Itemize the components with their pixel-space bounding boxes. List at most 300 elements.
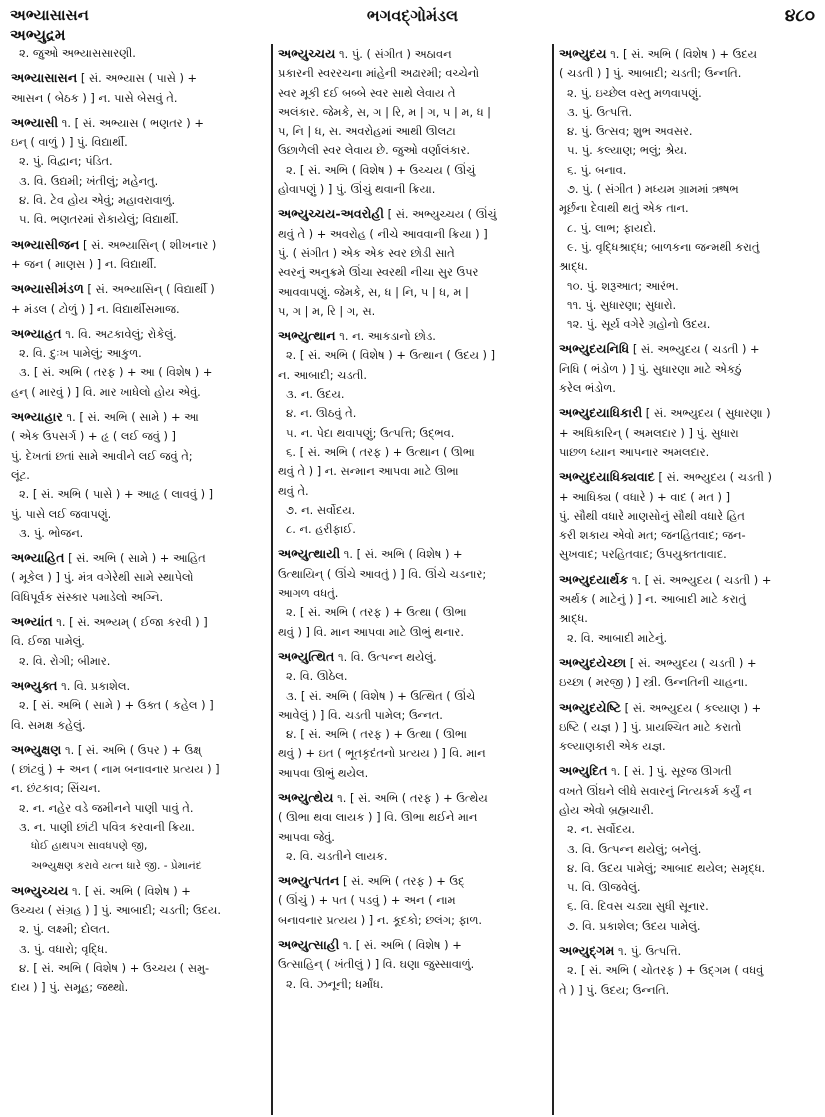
definition-text: + જન ( માણસ ) ] ન. વિદ્યાર્થી. — [11, 256, 157, 271]
definition-line — [559, 199, 814, 218]
definition-text: થવું ) + ઇત ( ભૂતકૃદંતનો પ્રત્યય ) ] વિ. માન — [278, 746, 486, 761]
definition-line — [11, 466, 266, 485]
definition-text: સ્વર મૂકી દઈ બબ્બે સ્વર સાથે લેવાય તે — [278, 85, 456, 100]
definition-text: ૪. [ સં. અભિ ( વિશેષ ) + ઉચ્ચય ( સમુ- — [19, 961, 210, 976]
definition-text: ન. છંટકાવ; સિંચન. — [11, 781, 101, 796]
dictionary-entry — [11, 324, 266, 402]
page-header — [6, 4, 819, 44]
dictionary-entry — [11, 235, 266, 275]
definition-line — [559, 424, 814, 443]
definition-line — [11, 568, 266, 587]
definition-text: ૨. વિ. ઝનૂની; ધર્માંધ. — [286, 976, 384, 991]
definition-line — [559, 609, 814, 628]
definition-line — [559, 443, 814, 462]
dictionary-entry — [11, 881, 266, 998]
sense-line — [278, 975, 547, 994]
dictionary-entry — [11, 548, 266, 607]
headword-line — [559, 570, 814, 590]
definition-text: ( એક ઉપસર્ગ ) + હૃ ( લઈ જવું ) ] — [11, 429, 176, 444]
definition-text: નિધિ ( ભંડોળ ) ] પું. સુધારણા માટે એકઠું — [559, 361, 742, 376]
definition-line — [278, 744, 547, 763]
sense-line — [278, 346, 547, 365]
definition-text: વિ. સમક્ષ કહેલું. — [11, 717, 86, 732]
definition-text: પાછળ ધ્યાન આપનાર અમલદાર. — [559, 444, 710, 459]
definition-line — [278, 808, 547, 827]
definition-text: [ સં. અભ્યુદય ( સુધારણા ) — [642, 406, 771, 421]
definition-text: ૧. [ સં. અભ્યુદય ( ચડતી ) + — [628, 572, 772, 587]
headword: અભ્યુચ્ચય-અવરોહી — [278, 206, 384, 222]
definition-line — [559, 379, 814, 398]
headword: અભ્યુદયાર્થક — [559, 571, 629, 587]
definition-line — [11, 716, 266, 735]
headword-line — [559, 403, 814, 423]
headword: અભ્યુત્પતન — [278, 873, 340, 889]
definition-text: પું. સૌથી વધારે માણસોનું સૌથી વધારે હિત — [559, 508, 745, 523]
headword-line — [11, 235, 266, 255]
sense-line — [559, 315, 814, 334]
headword-line — [278, 326, 547, 346]
sense-line — [559, 820, 814, 839]
headword: અભ્યુત્સાહી — [278, 937, 340, 953]
sense-line — [11, 799, 266, 818]
headword-line — [11, 740, 266, 760]
headword-line — [11, 113, 266, 133]
quotation-line — [11, 857, 266, 876]
definition-text: ( ઊભા થવા લાયક ) ] વિ. ઊભા થઈને માન — [278, 810, 478, 825]
definition-line — [11, 427, 266, 446]
definition-line — [278, 706, 547, 725]
definition-text: ઉછાળેલી સ્વર લેવાય છે. જુઓ વર્ણાલંકાર. — [278, 143, 470, 158]
headword: અભ્યુચ્ચય — [278, 46, 336, 61]
dictionary-entry — [559, 467, 814, 564]
definition-text: ૩. પું. ભોજન. — [19, 525, 84, 540]
definition-line — [278, 565, 547, 584]
dictionary-entry — [278, 647, 547, 783]
definition-line — [11, 300, 266, 319]
definition-text: અભ્યુક્ષણ કરાવે યત્ન ધારે જી. - પ્રેમાનંદ — [31, 859, 202, 872]
dictionary-entry — [559, 653, 814, 693]
definition-text: પું. દેખતાં છતાં સામે આવીને લઈ જવું તે; — [11, 448, 193, 463]
definition-text: [ સં. અભ્યુદય ( ચડતી ) — [654, 470, 772, 485]
headword: અભ્યુત્થેય — [278, 789, 334, 805]
definition-text: [ સં. અભિ ( તરફ ) + ઉદ્ — [339, 874, 465, 889]
definition-text: ૩. [ સં. અભિ ( વિશેષ ) + ઉત્થિત ( ઊંચે — [286, 688, 476, 703]
definition-text: ૭. પું. ( સંગીત ) મધ્યમ ગ્રામમાં ઋષભ — [567, 182, 739, 197]
sense-line — [11, 920, 266, 939]
definition-text: [ સં. અભ્યાસિન્ ( વિદ્યાર્થી ) — [83, 282, 215, 297]
headword-line — [559, 467, 814, 487]
definition-text: કરેલ ભંડોળ. — [559, 381, 616, 396]
definition-line — [278, 302, 547, 321]
definition-text: ૯. પું. વૃદ્ધિશ્રાદ્ધ; બાળકના જન્મથી કરાતું — [567, 239, 760, 254]
definition-text: શ્રાદ્ધ. — [559, 611, 588, 626]
dictionary-entry — [559, 570, 814, 648]
definition-text: ( ચડતી ) ] પું. આબાદી; ચડતી; ઉન્નતિ. — [559, 66, 742, 81]
definition-line — [278, 263, 547, 282]
definition-text: ઉત્સાહિન્ ( ખંતીલું ) ] વિ. ઘણા જુસ્સાવાળું. — [278, 957, 475, 972]
dictionary-columns — [6, 44, 819, 1115]
definition-line — [278, 64, 547, 83]
definition-text: ઇન્ ( વાળું ) ] પું. વિદ્યાર્થી. — [11, 135, 128, 150]
sense-line — [559, 917, 814, 936]
sense-line — [11, 344, 266, 363]
definition-text: ૨. [ સં. અભિ ( વિશેષ ) + ઉચ્ચય ( ઊંચું — [286, 162, 476, 177]
definition-text: પ, નિ | ધ, સ. અવરોહમાં આથી ઊલટા — [278, 124, 456, 139]
definition-line — [559, 526, 814, 545]
book-title: ભગવદ્ગોમંડલ — [366, 6, 459, 25]
definition-text: ( છાંટવું ) + અન ( નામ બનાવનાર પ્રત્યય ) ] — [11, 762, 220, 777]
definition-text: હોય એવો બ્રહ્મચારી. — [559, 802, 654, 817]
definition-text: કલ્યાણકારી એક યજ્ઞ. — [559, 739, 666, 754]
definition-line — [559, 718, 814, 737]
definition-text: ૫. પું. કલ્યાણ; ભલું; શ્રેય. — [567, 143, 688, 158]
definition-text: ૨. ન. સર્વોદય. — [567, 822, 636, 837]
definition-text: ૨. પું. વિદ્વાન; પંડિત. — [19, 154, 113, 169]
definition-line — [11, 588, 266, 607]
headword: અભ્યાહત — [11, 325, 62, 341]
sense-line — [559, 961, 814, 980]
definition-text: ૧. પું. ઉત્પત્તિ. — [614, 944, 682, 959]
headword-line — [11, 407, 266, 427]
headword-line — [278, 204, 547, 224]
definition-text: ૧. ન. આકડાનો છોડ. — [335, 329, 436, 344]
sense-line — [11, 152, 266, 171]
definition-line — [559, 64, 814, 83]
headword: અભ્યુક્ત — [11, 677, 58, 693]
definition-text: ૩. પું. ઉત્પત્તિ. — [567, 104, 633, 119]
definition-line — [559, 488, 814, 507]
sense-line — [278, 725, 547, 744]
definition-text: ૮. પું. લાભ; ફાયદો. — [567, 220, 657, 235]
sense-line — [278, 501, 547, 520]
column-2 — [271, 44, 552, 1115]
headword: અભ્યાંત — [11, 614, 53, 630]
headword: અભ્યુદયેષ્ટિ — [559, 699, 622, 715]
definition-line — [278, 141, 547, 160]
sense-line — [278, 443, 547, 462]
headword-line — [559, 339, 814, 359]
sense-line — [278, 687, 547, 706]
definition-text: પ, ગ | મ, રિ | ગ, સ. — [278, 303, 376, 318]
sense-line — [11, 172, 266, 191]
definition-text: ઇચ્છા ( મરજી ) ] સ્ત્રી. ઉન્નતિની ચાહના. — [559, 675, 748, 690]
sense-line — [11, 524, 266, 543]
sense-line — [559, 180, 814, 199]
definition-text: શ્રાદ્ધ. — [559, 259, 588, 274]
sense-line — [559, 878, 814, 897]
definition-line — [278, 103, 547, 122]
definition-text: થવું ) ] વિ. માન આપવા માટે ઊભું થનાર. — [278, 624, 464, 639]
headword: અભ્યાહિત — [11, 550, 65, 566]
definition-line — [278, 462, 547, 481]
second-guide-word: અભ્યુદ્રમ — [10, 26, 66, 44]
definition-text: ૧. [ સં. અભ્યમ્ ( ઈજા કરવી ) ] — [52, 615, 208, 630]
definition-text: [ સં. અભ્યાસિન્ ( શીખનાર ) — [79, 237, 217, 252]
definition-line — [11, 255, 266, 274]
sense-line — [559, 897, 814, 916]
sense-line — [278, 603, 547, 622]
sense-line — [11, 191, 266, 210]
definition-text: પું. પાસે લઈ જવાપણું. — [11, 506, 112, 521]
definition-text: ઇષ્ટિ ( યજ્ઞ ) ] પું. પ્રાયશ્ચિત માટે કરાતો — [559, 719, 742, 734]
headword-line — [278, 935, 547, 955]
definition-text: હોવાપણું ) ] પું. ઊંચું થવાની ક્રિયા. — [278, 182, 436, 197]
headword-line — [559, 761, 814, 781]
definition-line — [559, 782, 814, 801]
headword: અભ્યુદયાધિક્યવાદ — [559, 469, 655, 485]
definition-text: ૧. [ સં. અભિ ( વિશેષ ) + — [68, 883, 191, 898]
page-number: ૪૮૦ — [784, 6, 815, 26]
definition-text: ૧. વિ. અટકાવેલું; રોકેલું. — [61, 326, 177, 341]
definition-text: લૂંટ. — [11, 467, 30, 482]
definition-text: ૨. જુઓ અભ્યાસસારણી. — [19, 46, 136, 60]
headword: અભ્યાસાસન — [11, 70, 78, 86]
definition-text: ન. આબાદી; ચડતી. — [278, 367, 368, 382]
definition-line — [11, 383, 266, 402]
headword: અભ્યુચ્ચય — [11, 882, 69, 898]
definition-text: ૧. વિ. પ્રકાશેલ. — [57, 678, 131, 693]
column-3 — [552, 44, 819, 1115]
definition-text: ૨. વિ. ઊઠેલ. — [286, 669, 348, 684]
definition-text: ૨. ન. નહેર વડે જમીનને પાણી પાવું તે. — [19, 800, 194, 815]
definition-text: ૩. પું. વધારો; વૃદ્ધિ. — [19, 941, 108, 956]
dictionary-entry — [278, 326, 547, 539]
headword-line — [11, 68, 266, 88]
definition-text: + મંડલ ( ટોળું ) ] ન. વિદ્યાર્થીસમાજ. — [11, 301, 180, 316]
definition-text: ૧. [ સં. અભિ ( સામે ) + આ — [62, 410, 199, 425]
sense-line — [11, 485, 266, 504]
sense-line — [278, 667, 547, 686]
sense-line — [278, 404, 547, 423]
definition-line — [11, 760, 266, 779]
headword-line — [11, 324, 266, 344]
headword-line — [278, 544, 547, 564]
definition-text: સુખવાદ; પરહિતવાદ; ઉપયુક્તતાવાદ. — [559, 547, 727, 562]
dictionary-entry — [559, 339, 814, 398]
headword-line — [11, 881, 266, 901]
definition-text: ૬. વિ. દિવસ ચડ્યા સુધી સૂનાર. — [567, 899, 709, 914]
headword-line — [559, 653, 814, 673]
definition-text: + અધિકારિન્ ( અમલદાર ) ] પું. સુધારા — [559, 425, 739, 440]
dictionary-entry — [559, 403, 814, 462]
column-1 — [6, 44, 271, 1115]
dictionary-entry — [559, 761, 814, 936]
headword: અભ્યુક્ષણ — [11, 741, 62, 757]
definition-text: + આધિક્ય ( વધારે ) + વાદ ( મત ) ] — [559, 489, 731, 504]
definition-text: ૨. [ સં. અભિ ( વિશેષ ) + ઉત્થાન ( ઉદય ) ] — [286, 348, 496, 363]
definition-line — [559, 590, 814, 609]
definition-text: ૧. પું. ( સંગીત ) અઠાવન — [335, 47, 452, 61]
sense-line — [278, 847, 547, 866]
headword: અભ્યુદિત — [559, 763, 608, 779]
definition-text: ૭. ન. સર્વોદય. — [286, 502, 356, 517]
definition-line — [278, 584, 547, 603]
definition-line — [278, 764, 547, 783]
definition-text: આવવાપણું. જેમકે, સ, ધ | નિ, પ | ધ, મ | — [278, 284, 469, 299]
headword: અભ્યુત્થાન — [278, 328, 336, 344]
headword-line — [559, 941, 814, 961]
dictionary-entry — [11, 612, 266, 671]
definition-text: ધોઈ હાથપગ સાવધપણે જી, — [31, 840, 148, 853]
definition-line — [278, 84, 547, 103]
definition-text: મૂર્છના દેવાથી થતું એક તાન. — [559, 201, 689, 216]
definition-text: ઉત્થાયિન્ ( ઊંચે આવતું ) ] વિ. ઊંચે ચડનાર; — [278, 566, 487, 581]
dictionary-entry — [11, 740, 266, 876]
definition-text: ૧. [ સં. ] પું. સૂરજ ઊગતી — [607, 764, 732, 779]
definition-text: પ્રકારની સ્વરરચના માંહેની અઢારમી; વચ્ચેનો — [278, 66, 480, 81]
sense-line — [559, 103, 814, 122]
dictionary-entry — [11, 113, 266, 230]
sense-line — [278, 385, 547, 404]
definition-text: દાય ) ] પું. સમૂહ; જથ્થો. — [11, 980, 129, 995]
definition-text: ૨. [ સં. અભિ ( ચોતરફ ) + ઉદ્ગમ ( વધવું — [567, 963, 764, 978]
definition-text: ૪. પું. ઉત્સવ; શુભ અવસર. — [567, 124, 693, 139]
dictionary-entry — [559, 44, 814, 334]
headword: અભ્યુદયનિધિ — [559, 341, 630, 357]
definition-text: ઉચ્ચય ( સંગ્રહ ) ] પું. આબાદી; ચડતી; ઉદય. — [11, 903, 221, 918]
headword: અભ્યુદય — [559, 46, 607, 61]
definition-line — [11, 447, 266, 466]
sense-line — [559, 296, 814, 315]
definition-text: [ સં. અભ્યુચ્ચય ( ઊંચું — [383, 207, 497, 222]
definition-text: કરી શકાય એવો મત; જનહિતવાદ; જન- — [559, 528, 746, 543]
definition-text: અલંકાર. જેમકે, સ, ગ | રિ, મ | ગ, પ | મ, ધ | — [278, 104, 491, 119]
sense-line — [559, 84, 814, 103]
dictionary-entry — [11, 407, 266, 543]
sense-line — [278, 520, 547, 539]
definition-line — [559, 981, 814, 1000]
sense-line — [559, 122, 814, 141]
definition-text: થવું તે. — [278, 483, 309, 498]
definition-text: ૪. વિ. ટેવ હોય એવું; મહાવરાવાળું. — [19, 193, 176, 208]
sense-line — [559, 840, 814, 859]
definition-line — [559, 545, 814, 564]
definition-text: ૧૨. પું. સૂર્ય વગેરે ગ્રહોનો ઉદય. — [567, 317, 711, 332]
sense-line — [559, 629, 814, 648]
definition-text: વિ. ઈજા પામેલું. — [11, 634, 85, 649]
sense-line — [11, 210, 266, 229]
sense-line — [559, 238, 814, 257]
dictionary-entry — [278, 871, 547, 930]
definition-text: [ સં. અભ્યુદય ( ચડતી ) + — [629, 342, 760, 357]
definition-text: ૩. ન. ઉદય. — [286, 387, 345, 402]
headword-line — [11, 612, 266, 632]
definition-text: ૩. વિ. ઉત્પન્ન થયેલું; બનેલું. — [567, 841, 702, 856]
definition-line — [11, 901, 266, 920]
definition-text: ૬. [ સં. અભિ ( તરફ ) + ઉત્થાન ( ઊભા — [286, 444, 475, 459]
definition-line — [559, 360, 814, 379]
headword: અભ્યુત્થિત — [278, 648, 335, 664]
dictionary-entry — [11, 676, 266, 735]
definition-text: થવું તે ) + અવરોહ ( નીચે આવવાની ક્રિયા ) ] — [278, 226, 488, 241]
definition-line — [559, 673, 814, 692]
definition-text: ૩. વિ. ઉદ્યમી; ખંતીલું; મહેનતુ. — [19, 173, 159, 188]
headword: અભ્યુદયેચ્છા — [559, 654, 627, 670]
sense-line — [11, 959, 266, 978]
definition-line — [278, 122, 547, 141]
sense-line — [11, 652, 266, 671]
definition-text: ૧. [ સં. અભ્યાસ ( ભણતર ) + — [58, 115, 204, 130]
definition-text: ૧. [ સં. અભિ ( વિશેષ ) + — [339, 938, 462, 953]
dictionary-entry — [278, 204, 547, 321]
definition-text: ( મૂકેલ ) ] પું. મંત્ર વગેરેથી સામે સ્થાપેલો — [11, 570, 194, 585]
definition-text: આસન ( બેઠક ) ] ન. પાસે બેસવું તે. — [11, 90, 178, 105]
definition-text: ( ઊંચું ) + પત ( પડવું ) + અન ( નામ — [278, 893, 456, 908]
definition-text: ૧. [ સં. અભિ ( તરફ ) + ઉત્થેય — [333, 790, 488, 805]
sense-line — [559, 277, 814, 296]
dictionary-entry — [278, 544, 547, 641]
definition-text: ૪. વિ. ઉદય પામેલું; આબાદ થયેલ; સમૃદ્ધ. — [567, 860, 766, 875]
definition-text: વિધિપૂર્વક સંસ્કાર પમાડેલો અગ્નિ. — [11, 589, 164, 604]
sense-line — [559, 219, 814, 238]
definition-text: ૫. વિ. ભણતરમાં રોકાયેલું; વિદ્યાર્થી. — [19, 212, 179, 227]
headword-line — [11, 548, 266, 568]
definition-text: આપવા જેવું. — [278, 829, 335, 844]
definition-line — [559, 801, 814, 820]
dictionary-entry — [278, 935, 547, 994]
definition-line — [278, 623, 547, 642]
definition-text: ૧૦. પું. શરૂઆત; આરંભ. — [567, 278, 679, 293]
definition-text: ૭. વિ. પ્રકાશેલ; ઉદય પામેલું. — [567, 918, 701, 933]
definition-text: પું. ( સંગીત ) એક એક સ્વર છોડી સાતે — [278, 245, 455, 260]
definition-text: ૫. ન. પેદા થવાપણું; ઉત્પત્તિ; ઉદ્ભવ. — [286, 425, 455, 440]
headword: અભ્યાસીજન — [11, 236, 80, 252]
definition-text: [ સં. અભ્યુદય ( કલ્યાણ ) + — [621, 700, 762, 715]
dictionary-entry — [278, 44, 547, 199]
definition-text: અર્થક ( માટેનું ) ] ન. આબાદી માટે કરાતું — [559, 592, 746, 607]
sense-line — [559, 859, 814, 878]
definition-line — [278, 225, 547, 244]
definition-text: બનાવનાર પ્રત્યય ) ] ન. કૂદકો; છલંગ; ફાળ. — [278, 912, 482, 927]
headword-line — [11, 279, 266, 299]
definition-text: ૨. વિ. રોગી; બીમાર. — [19, 653, 111, 668]
headword-line — [559, 698, 814, 718]
definition-text: ૨. પું. લક્ષ્મી; દોલત. — [19, 922, 110, 937]
definition-text: ૨. પું. ઇચ્છેલ વસ્તુ મળવાપણું. — [567, 85, 702, 100]
sense-line — [559, 161, 814, 180]
definition-line — [278, 180, 547, 199]
definition-text: ૩. [ સં. અભિ ( તરફ ) + આ ( વિશેષ ) + — [19, 365, 213, 380]
definition-text: ૨. [ સં. અભિ ( તરફ ) + ઉત્થા ( ઊભા — [286, 605, 467, 620]
dictionary-entry — [11, 68, 266, 108]
definition-text: ૨. વિ. દુઃખ પામેલું; આકુળ. — [19, 346, 142, 361]
definition-line — [11, 505, 266, 524]
definition-line — [278, 828, 547, 847]
sense-line — [11, 363, 266, 382]
definition-text: હન્ ( મારવું ) ] વિ. માર ખાધેલો હોય એવું. — [11, 384, 201, 399]
definition-line — [278, 366, 547, 385]
definition-line — [278, 911, 547, 930]
headword-line — [278, 44, 547, 64]
definition-line — [11, 779, 266, 798]
definition-text: ૪. ન. ઊઠવું તે. — [286, 406, 357, 421]
definition-line — [278, 244, 547, 263]
headword: અભ્યુદયાધિકારી — [559, 405, 643, 421]
definition-text: ૨. વિ. ચડતીને લાયક. — [286, 848, 388, 863]
headword-line — [278, 788, 547, 808]
definition-line — [11, 133, 266, 152]
headword: અભ્યુત્થાયી — [278, 546, 341, 562]
definition-text: ૫. વિ. ઊજવેલું. — [567, 880, 641, 895]
first-guide-word: અભ્યાસાસન — [10, 6, 89, 24]
definition-line — [278, 283, 547, 302]
definition-line — [278, 482, 547, 501]
definition-text: ૧. [ સં. અભિ ( ઉપર ) + ઉક્ષ્ — [61, 742, 202, 757]
definition-line — [11, 978, 266, 997]
definition-text: [ સં. અભ્યુદય ( ચડતી ) + — [626, 655, 757, 670]
sense-line — [278, 161, 547, 180]
definition-text: ૨. [ સં. અભિ ( સામે ) + ઉક્ત ( કહેલ ) ] — [19, 698, 214, 713]
